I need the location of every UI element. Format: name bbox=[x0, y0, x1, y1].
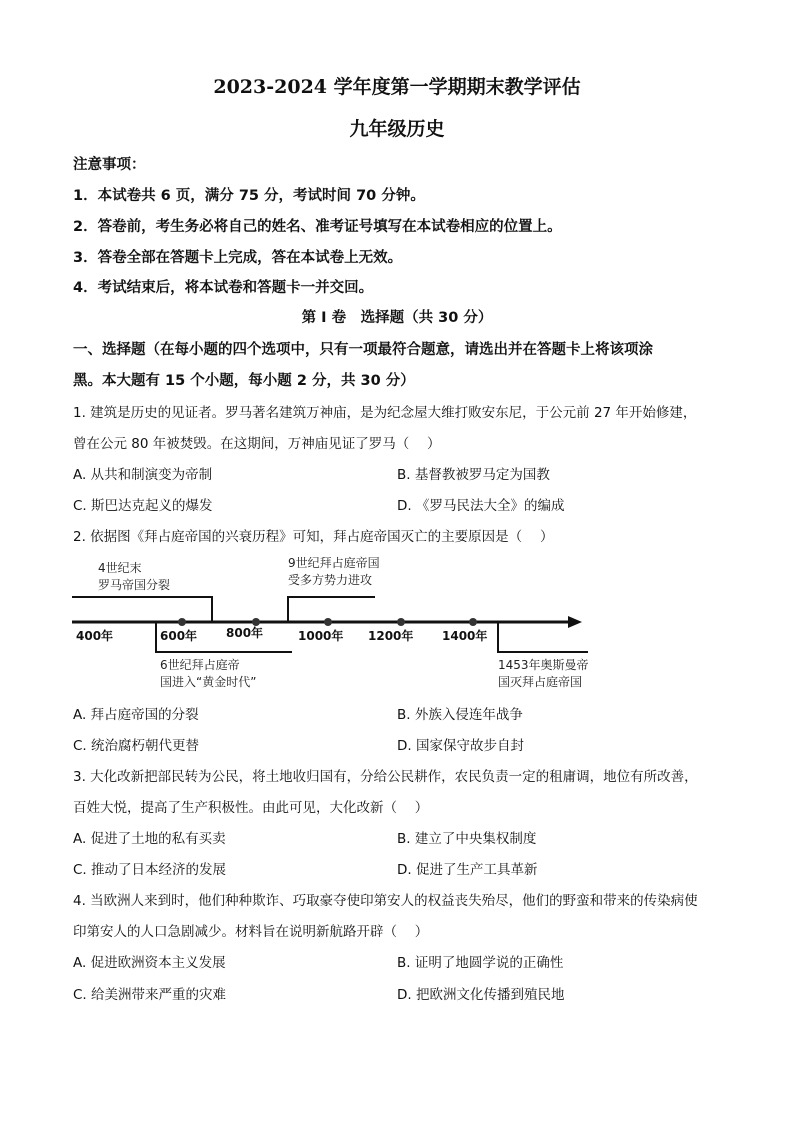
question-3-option-b: B. 建立了中央集权制度 bbox=[397, 831, 537, 847]
year-label: 1200年 bbox=[368, 629, 414, 643]
question-4-text: 印第安人的人口急剧减少。材料旨在说明新航路开辟（ ） bbox=[73, 924, 429, 940]
event-label: 受多方势力进攻 bbox=[288, 573, 373, 587]
question-1-option-c: C. 斯巴达克起义的爆发 bbox=[73, 498, 213, 514]
year-label: 800年 bbox=[226, 626, 264, 640]
question-3-option-a: A. 促进了土地的私有买卖 bbox=[73, 831, 226, 847]
exam-subtitle: 九年级历史 bbox=[349, 118, 445, 140]
note-item: 2．答卷前，考生务必将自己的姓名、准考证号填写在本试卷相应的位置上。 bbox=[73, 219, 562, 235]
timeline-point bbox=[324, 618, 332, 626]
question-4-option-c: C. 给美洲带来严重的灾难 bbox=[73, 987, 227, 1003]
question-1-option-d: D. 《罗马民法大全》的编成 bbox=[397, 498, 565, 514]
question-1-option-b: B. 基督教被罗马定为国教 bbox=[397, 467, 550, 483]
question-4-option-d: D. 把欧洲文化传播到殖民地 bbox=[397, 987, 565, 1003]
year-label: 1000年 bbox=[298, 629, 344, 643]
section-title: 第 I 卷 选择题（共 30 分） bbox=[301, 310, 493, 326]
question-3-text: 3. 大化改新把部民转为公民，将土地收归国有，分给公民耕作，农民负责一定的租庸调，地位有所改善， bbox=[73, 769, 698, 785]
event-label: 6世纪拜占庭帝 bbox=[160, 658, 240, 672]
question-3-text: 百姓大悦，提高了生产积极性。由此可见，大化改新（ ） bbox=[73, 800, 429, 816]
year-label: 1400年 bbox=[442, 629, 488, 643]
question-2-option-c: C. 统治腐朽朝代更替 bbox=[73, 738, 200, 754]
timeline-point bbox=[469, 618, 477, 626]
question-3-option-c: C. 推动了日本经济的发展 bbox=[73, 862, 227, 878]
timeline-arrowhead bbox=[568, 616, 582, 628]
question-1-option-a: A. 从共和制演变为帝制 bbox=[73, 467, 213, 483]
event-label: 罗马帝国分裂 bbox=[98, 578, 171, 592]
question-1-text: 1. 建筑是历史的见证者。罗马著名建筑万神庙，是为纪念屋大维打败安东尼，于公元前 27 年开始修建， bbox=[73, 405, 697, 421]
note-item: 3．答卷全部在答题卡上完成，答在本试卷上无效。 bbox=[73, 250, 403, 266]
event-label: 国进入“黄金时代” bbox=[160, 675, 257, 689]
event-label: 4世纪末 bbox=[98, 561, 142, 575]
section-instruction: 一、选择题（在每小题的四个选项中，只有一项最符合题意，请选出并在答题卡上将该项涂 bbox=[73, 342, 653, 358]
event-bracket bbox=[288, 597, 375, 622]
question-3-option-d: D. 促进了生产工具革新 bbox=[397, 862, 538, 878]
year-label: 400年 bbox=[76, 629, 114, 643]
event-label: 1453年奥斯曼帝 bbox=[498, 658, 589, 672]
question-1-text: 曾在公元 80 年被焚毁。在这期间，万神庙见证了罗马（ ） bbox=[73, 436, 441, 452]
event-bracket bbox=[72, 597, 212, 622]
event-bracket bbox=[498, 622, 588, 652]
question-4-option-a: A. 促进欧洲资本主义发展 bbox=[73, 955, 226, 971]
event-label: 国灭拜占庭帝国 bbox=[498, 675, 583, 689]
question-2-option-a: A. 拜占庭帝国的分裂 bbox=[73, 707, 199, 723]
question-4-text: 4. 当欧洲人来到时，他们种种欺诈、巧取豪夺使印第安人的权益丧失殆尽，他们的野蛮和带来的传染病使 bbox=[73, 893, 698, 909]
question-2-option-d: D. 国家保守故步自封 bbox=[397, 738, 524, 754]
year-label: 600年 bbox=[160, 629, 198, 643]
timeline-point bbox=[252, 618, 260, 626]
byzantine-timeline-figure bbox=[70, 552, 590, 692]
timeline-point bbox=[178, 618, 186, 626]
event-label: 9世纪拜占庭帝国 bbox=[288, 556, 380, 570]
exam-title: 2023-2024 学年度第一学期期末教学评估 bbox=[213, 76, 581, 98]
note-item: 4．考试结束后，将本试卷和答题卡一并交回。 bbox=[73, 280, 374, 296]
timeline-point bbox=[397, 618, 405, 626]
question-2-text: 2. 依据图《拜占庭帝国的兴衰历程》可知，拜占庭帝国灭亡的主要原因是（ ） bbox=[73, 529, 554, 545]
section-instruction: 黑。本大题有 15 个小题，每小题 2 分，共 30 分） bbox=[73, 373, 415, 389]
question-4-option-b: B. 证明了地圆学说的正确性 bbox=[397, 955, 564, 971]
note-item: 1．本试卷共 6 页，满分 75 分，考试时间 70 分钟。 bbox=[73, 188, 425, 204]
question-2-option-b: B. 外族入侵连年战争 bbox=[397, 707, 523, 723]
notes-heading: 注意事项： bbox=[73, 157, 146, 173]
